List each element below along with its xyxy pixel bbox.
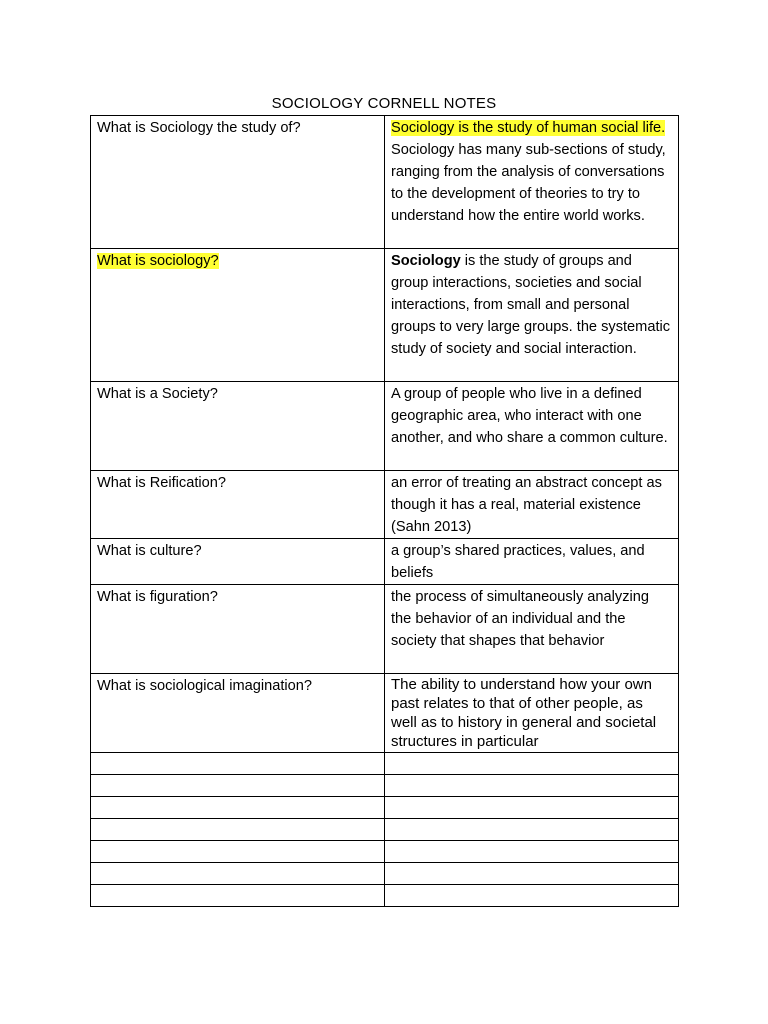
empty-question-cell: [91, 863, 385, 885]
answer-text: the process of simultaneously analyzing the behavior of an individual and the society that shapes that behavior: [391, 589, 649, 649]
table-row: [91, 471, 679, 539]
table-row: [91, 382, 679, 471]
table-row: [91, 249, 679, 382]
answer-text: The ability to understand how your own past relates to that of other people, as well as to history in general and societal structures in particular: [391, 676, 657, 750]
table-row: [91, 539, 679, 585]
question-text: What is Sociology the study of?: [97, 120, 301, 136]
empty-answer-cell: [385, 753, 679, 775]
empty-row: [91, 885, 679, 907]
answer-text: a group’s shared practices, values, and beliefs: [391, 543, 645, 581]
answer-cell: [385, 116, 679, 249]
empty-row: [91, 753, 679, 775]
highlighted-answer-text: Sociology is the study of human social life.: [391, 120, 666, 136]
empty-question-cell: [91, 775, 385, 797]
answer-cell: [385, 674, 679, 753]
empty-row: [91, 775, 679, 797]
answer-cell: [385, 249, 679, 382]
question-cell: [91, 249, 385, 382]
question-text: What is a Society?: [97, 386, 218, 402]
empty-question-cell: [91, 885, 385, 907]
table-row: [91, 585, 679, 674]
answer-text: is the study of groups and group interactions, societies and social interactions, from small and personal groups to very large groups. the systematic study of society and social interaction.: [391, 253, 671, 357]
empty-question-cell: [91, 753, 385, 775]
answer-cell: [385, 585, 679, 674]
answer-text: an error of treating an abstract concept as though it has a real, material existence (Sahn 2013): [391, 475, 662, 535]
question-cell: [91, 585, 385, 674]
empty-answer-cell: [385, 841, 679, 863]
answer-text: Sociology has many sub-sections of study, ranging from the analysis of conversations to the development of theories to try to understand how the entire world works.: [391, 142, 666, 224]
empty-answer-cell: [385, 885, 679, 907]
question-cell: [91, 116, 385, 249]
empty-question-cell: [91, 797, 385, 819]
cornell-notes-table: [90, 115, 679, 907]
empty-row: [91, 841, 679, 863]
question-cell: [91, 539, 385, 585]
question-text: What is Reification?: [97, 475, 226, 491]
question-text: What is figuration?: [97, 589, 218, 605]
answer-cell: [385, 471, 679, 539]
empty-question-cell: [91, 819, 385, 841]
empty-row: [91, 797, 679, 819]
empty-row: [91, 819, 679, 841]
empty-row: [91, 863, 679, 885]
empty-question-cell: [91, 841, 385, 863]
empty-answer-cell: [385, 797, 679, 819]
page-title: SOCIOLOGY CORNELL NOTES: [271, 95, 497, 112]
answer-cell: [385, 539, 679, 585]
question-text: What is sociological imagination?: [97, 678, 312, 694]
question-cell: [91, 674, 385, 753]
table-row: [91, 116, 679, 249]
empty-answer-cell: [385, 863, 679, 885]
question-cell: [91, 382, 385, 471]
question-text: What is culture?: [97, 543, 202, 559]
answer-text: A group of people who live in a defined geographic area, who interact with one another, and who share a common culture.: [391, 386, 668, 446]
table-row: [91, 674, 679, 753]
bold-answer-term: Sociology: [391, 253, 461, 269]
highlighted-question-text: What is sociology?: [97, 253, 219, 269]
empty-answer-cell: [385, 819, 679, 841]
question-cell: [91, 471, 385, 539]
answer-cell: [385, 382, 679, 471]
empty-answer-cell: [385, 775, 679, 797]
